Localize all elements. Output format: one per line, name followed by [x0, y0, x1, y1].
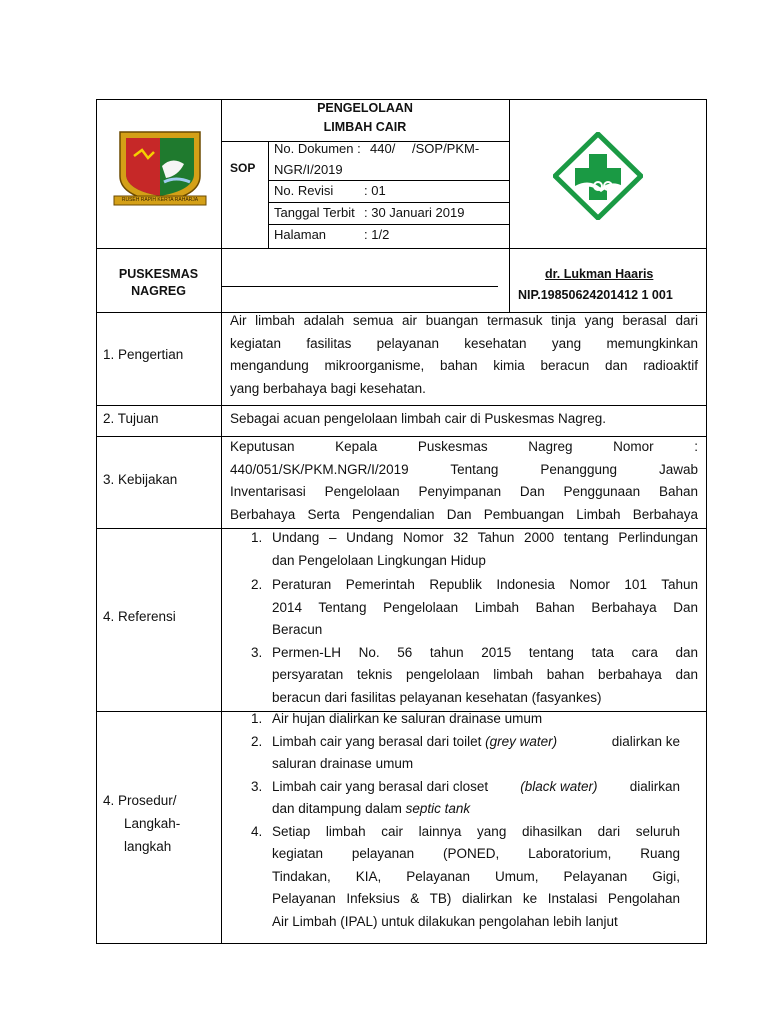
list-item	[230, 731, 680, 776]
prosedur-line: Tindakan, KIA, Pelayanan Umum, Pelayanan Gigi,	[272, 868, 680, 884]
list-item	[230, 821, 680, 934]
pengertian-text	[230, 310, 698, 400]
prosedur-line: kegiatan pelayanan (PONED, Laboratorium, Ruang	[272, 846, 680, 861]
prosedur-line: Air Limbah (IPAL) untuk dilakukan pengolahan lebih lanjut	[272, 913, 618, 929]
kebijakan-line: Keputusan Kepala Puskesmas Nagreg Nomor :	[230, 439, 698, 454]
list-number: 3.	[251, 778, 263, 794]
referensi-line: Undang – Undang Nomor 32 Tahun 2000 tentang Perlindungan	[272, 530, 698, 545]
referensi-line: persyaratan teknis pengelolaan limbah bahan berbahaya dan	[272, 667, 698, 682]
referensi-line: Beracun	[272, 622, 323, 637]
pengertian-line: yang berbahaya bagi kesehatan.	[230, 380, 426, 396]
prosedur-italic: septic tank	[405, 801, 471, 816]
list-number: 3.	[251, 644, 263, 660]
title-line2: LIMBAH CAIR	[323, 120, 407, 134]
emblem-motto: RUSEH RAPIH KERTA RAHARJA	[121, 197, 199, 203]
prosedur-list	[230, 708, 680, 933]
list-item	[230, 776, 680, 821]
prosedur-label-line1: 4. Prosedur/	[103, 793, 177, 808]
sop-label: SOP	[230, 161, 256, 175]
halaman-value: : 1/2	[364, 227, 390, 242]
tujuan-label: 2. Tujuan	[103, 411, 159, 426]
list-item	[230, 642, 698, 710]
org-line1: PUSKESMAS	[118, 267, 199, 281]
prosedur-item-text: Air hujan dialirkan ke saluran drainase umum	[272, 711, 543, 726]
puskesmas-logo	[553, 132, 643, 220]
referensi-label: 4. Referensi	[103, 609, 176, 624]
kebijakan-line: Berbahaya Serta Pengendalian Dan Pembuangan Limbah Berbahaya	[230, 506, 698, 522]
pengertian-line: mengandung mikroorganisme, bahan kimia beracun dan radioaktif	[230, 358, 698, 373]
referensi-line: Permen-LH No. 56 tahun 2015 tentang tata cara dan	[272, 644, 698, 660]
halaman-label: Halaman	[274, 227, 327, 242]
pengertian-line: Air limbah adalah semua air buangan termasuk tinja yang berasal dari	[230, 313, 698, 328]
org-line2: NAGREG	[131, 284, 186, 298]
prosedur-line: Pelayanan Infeksius & TB) dialirkan ke Instalasi Pengolahan	[272, 891, 680, 906]
list-item	[230, 527, 698, 572]
prosedur-text: dialirkan ke	[611, 733, 680, 749]
doc-no-value-b: /SOP/PKM-	[412, 141, 480, 156]
signer-nip: NIP.19850624201412 1 001	[518, 288, 673, 302]
revisi-value: : 01	[364, 183, 386, 198]
doc-no-value-c: NGR/I/2019	[274, 162, 343, 177]
prosedur-text: saluran drainase umum	[272, 756, 414, 771]
doc-no-value-a: 440/	[370, 141, 396, 156]
list-number: 1.	[251, 530, 263, 545]
tujuan-text: Sebagai acuan pengelolaan limbah cair di Puskesmas Nagreg.	[230, 411, 606, 426]
referensi-list	[230, 527, 698, 709]
terbit-label: Tanggal Terbit	[274, 205, 355, 220]
doc-no-label: No. Dokumen :	[274, 141, 361, 156]
revisi-label: No. Revisi	[274, 183, 334, 198]
kebijakan-line: 440/051/SK/PKM.NGR/I/2019 Tentang Penanggung Jawab	[230, 461, 698, 477]
prosedur-label-line2: Langkah-	[124, 816, 181, 831]
kebijakan-line: Inventarisasi Pengelolaan Penyimpanan Dan Penggunaan Bahan	[230, 484, 698, 499]
referensi-line: dan Pengelolaan Lingkungan Hidup	[272, 552, 486, 568]
kabupaten-bandung-emblem	[112, 126, 208, 210]
list-item	[230, 708, 680, 731]
prosedur-text: dialirkan	[629, 778, 680, 794]
referensi-line: beracun dari fasilitas pelayanan kesehatan (fasyankes)	[272, 689, 602, 705]
list-number: 2.	[251, 577, 263, 592]
prosedur-italic: (black water)	[520, 778, 598, 794]
kebijakan-label: 3. Kebijakan	[103, 472, 178, 487]
list-number: 2.	[251, 733, 263, 749]
prosedur-label-line3: langkah	[124, 839, 172, 854]
list-number: 1.	[251, 711, 263, 726]
signer-name: dr. Lukman Haaris	[545, 267, 654, 281]
prosedur-text: dan ditampung dalam	[272, 801, 406, 816]
prosedur-text: Limbah cair yang berasal dari closet	[272, 778, 489, 794]
prosedur-line: Setiap limbah cair lainnya yang dihasilkan dari seluruh	[272, 823, 680, 839]
pengertian-label: 1. Pengertian	[103, 347, 184, 362]
list-number: 4.	[251, 823, 263, 839]
list-item	[230, 574, 698, 642]
terbit-value: : 30 Januari 2019	[364, 205, 465, 220]
prosedur-text: Limbah cair yang berasal dari toilet	[272, 733, 486, 749]
title-line1: PENGELOLAAN	[317, 101, 413, 115]
referensi-line: 2014 Tentang Pengelolaan Limbah Bahan Berbahaya Dan	[272, 599, 698, 615]
pengertian-line: kegiatan fasilitas pelayanan kesehatan yang memungkinkan	[230, 335, 698, 351]
referensi-line: Peraturan Pemerintah Republik Indonesia Nomor 101 Tahun	[272, 577, 698, 592]
kebijakan-text	[230, 436, 698, 526]
prosedur-italic: (grey water)	[485, 733, 558, 749]
